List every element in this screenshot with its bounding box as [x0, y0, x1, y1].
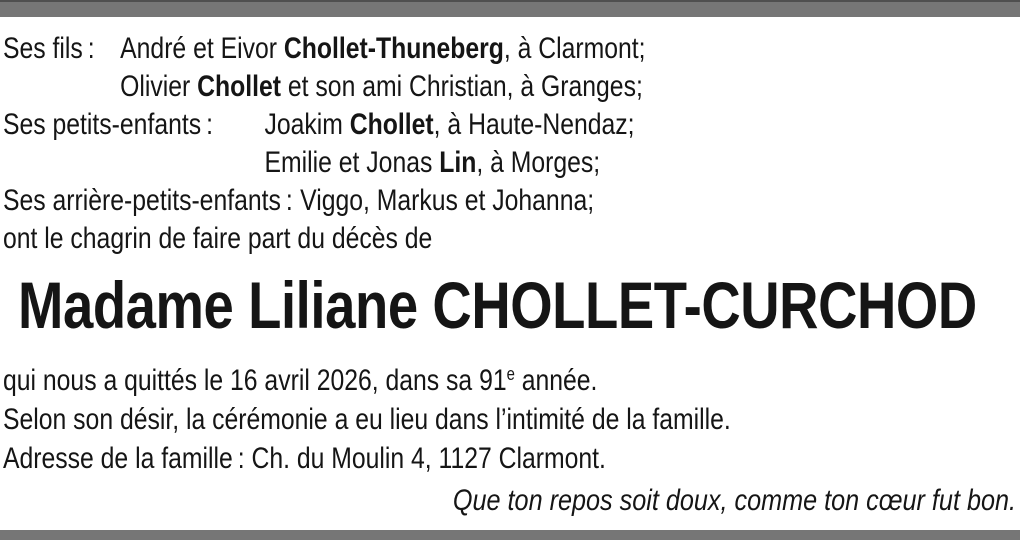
- family-group-label: Ses fils :: [3, 32, 95, 65]
- detail-line: [3, 400, 731, 439]
- family-group-label: Ses arrière-petits-enfants :: [3, 184, 293, 217]
- text-segment: Selon son désir, la cérémonie a eu lieu dans l’intimité de la famille.: [3, 402, 731, 436]
- text-segment: Emilie et Jonas: [264, 146, 440, 179]
- text-segment: Chollet: [349, 108, 434, 141]
- deceased-name-title: Madame Liliane CHOLLET-CURCHOD: [18, 268, 977, 342]
- family-entries: [265, 106, 635, 182]
- text-segment: année.: [514, 363, 598, 397]
- text-segment: André et Eivor: [120, 32, 284, 65]
- top-rule: [0, 0, 1020, 17]
- family-entry: [300, 182, 594, 220]
- family-entries: [300, 182, 594, 220]
- intro-line: ont le chagrin de faire part du décès de: [3, 222, 433, 255]
- text-segment: et son ami Christian, à Granges;: [281, 70, 643, 103]
- family-group: [3, 30, 646, 106]
- family-entry: [265, 106, 635, 144]
- bottom-rule: [0, 530, 1020, 540]
- family-section: [3, 30, 782, 258]
- epitaph-line: Que ton repos soit doux, comme ton cœur fut bon.: [452, 484, 1016, 517]
- detail-line: [3, 439, 731, 478]
- text-segment: qui nous a quittés le 16 avril 2026, dans sa 91: [3, 363, 507, 397]
- family-entries: [120, 30, 645, 106]
- family-group: [3, 106, 646, 182]
- family-entry: [265, 144, 635, 182]
- text-segment: e: [506, 364, 515, 384]
- text-segment: Chollet: [197, 70, 282, 103]
- family-entry: [120, 68, 645, 106]
- details-section: [3, 355, 885, 478]
- text-segment: Chollet-Thuneberg: [283, 32, 504, 65]
- text-segment: , à Clarmont;: [503, 32, 646, 65]
- detail-line: [3, 355, 731, 400]
- text-segment: Adresse de la famille : Ch. du Moulin 4, 1127 Clarmont.: [3, 441, 606, 475]
- text-segment: Lin: [439, 146, 477, 179]
- text-segment: Viggo, Markus et Johanna;: [300, 184, 595, 217]
- family-group-label: Ses petits-enfants :: [3, 108, 213, 141]
- text-segment: , à Morges;: [476, 146, 601, 179]
- family-group: [3, 182, 646, 220]
- text-segment: Olivier: [120, 70, 198, 103]
- text-segment: Joakim: [264, 108, 350, 141]
- text-segment: , à Haute-Nendaz;: [433, 108, 635, 141]
- family-entry: [120, 30, 645, 68]
- family-groups-container: [3, 30, 782, 220]
